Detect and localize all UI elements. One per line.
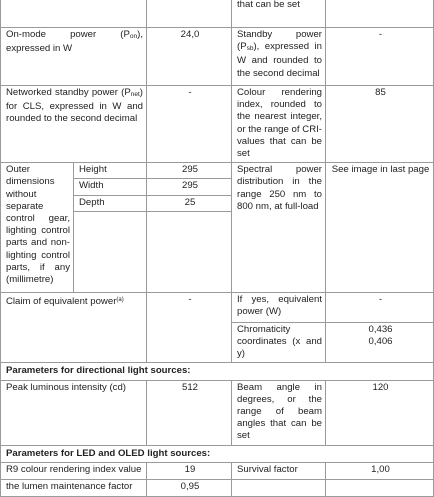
height-label: Height xyxy=(74,163,147,179)
directional-section-header: Parameters for directional light sources: xyxy=(1,363,434,380)
r9-label: R9 colour rendering index value xyxy=(1,462,147,479)
chromaticity-y: 0,406 xyxy=(368,336,393,348)
spectral-power-value: See image in last page xyxy=(326,163,434,293)
r9-value: 19 xyxy=(147,462,232,479)
lumen-maintenance-label: the lumen maintenance factor xyxy=(1,479,147,496)
led-section-header: Parameters for LED and OLED light sources: xyxy=(1,445,434,462)
networked-standby-value: - xyxy=(147,86,232,163)
peak-luminous-intensity-value: 512 xyxy=(147,380,232,445)
table-row xyxy=(1,363,434,380)
survival-factor-value: 1,00 xyxy=(326,462,434,479)
table-row xyxy=(1,479,434,496)
table-row xyxy=(1,86,434,163)
chromaticity-x: 0,436 xyxy=(368,323,393,335)
equivalent-power-label: If yes, equivalent power (W) xyxy=(232,292,326,322)
lumen-maintenance-value: 0,95 xyxy=(147,479,232,496)
on-mode-power-value: 24,0 xyxy=(147,28,232,86)
chromaticity-value xyxy=(326,322,434,363)
equivalent-power-value: - xyxy=(326,292,434,322)
beam-angle-value: 120 xyxy=(326,380,434,445)
on-mode-power-label: On-mode power (Pon), expressed in W xyxy=(1,28,147,86)
beam-angle-label: Beam angle in degrees, or the range of beam angles that can be set xyxy=(232,380,326,445)
table-row xyxy=(1,163,434,179)
table-row xyxy=(1,0,434,28)
standby-power-value: - xyxy=(326,28,434,86)
table-row xyxy=(1,28,434,86)
equivalent-power-claim-label: Claim of equivalent power$^{(a)}$ xyxy=(1,292,147,363)
colour-rendering-index-label: Colour rendering index, rounded to the nearest integer, or the range of CRI-values that can be set xyxy=(232,86,326,163)
width-value: 295 xyxy=(147,179,232,195)
table-row xyxy=(1,462,434,479)
table-row xyxy=(1,445,434,462)
spectral-power-label: Spectral power distribution in the range 250 nm to 800 nm, at full-load xyxy=(232,163,326,293)
table-row xyxy=(1,292,434,322)
equivalent-power-claim-value: - xyxy=(147,292,232,363)
standby-power-label: Standby power (Psb), expressed in W and rounded to the second decimal xyxy=(232,28,326,86)
cell-empty xyxy=(74,211,147,292)
survival-factor-label: Survival factor xyxy=(232,462,326,479)
networked-standby-label: Networked standby power (Pnet) for CLS, expressed in W and rounded to the second decimal xyxy=(1,86,147,163)
colour-temperature-label-tail: that can be set xyxy=(232,0,326,28)
cell-empty xyxy=(147,211,232,292)
outer-dimensions-label: Outer dimensions without separate control gear, lighting control parts and non-lighting control parts, if any (millimetre) xyxy=(1,163,74,293)
cell-empty xyxy=(326,0,434,28)
table-row xyxy=(1,380,434,445)
cell-empty xyxy=(147,0,232,28)
cell-empty xyxy=(1,0,147,28)
cell-empty xyxy=(326,479,434,496)
depth-label: Depth xyxy=(74,195,147,211)
height-value: 295 xyxy=(147,163,232,179)
cell-empty xyxy=(232,479,326,496)
peak-luminous-intensity-label: Peak luminous intensity (cd) xyxy=(1,380,147,445)
depth-value: 25 xyxy=(147,195,232,211)
chromaticity-label: Chromaticity coordinates (x and y) xyxy=(232,322,326,363)
width-label: Width xyxy=(74,179,147,195)
colour-rendering-index-value: 85 xyxy=(326,86,434,163)
